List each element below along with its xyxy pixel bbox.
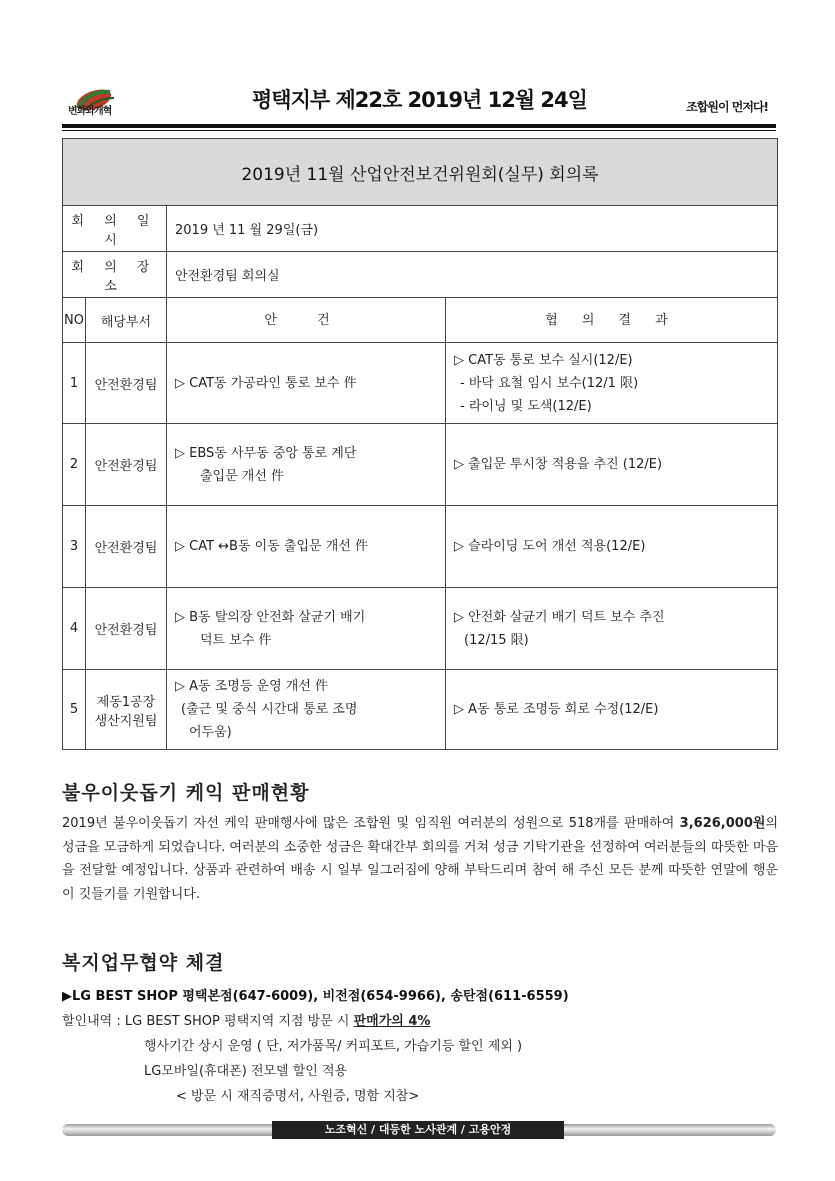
- event-period-line: 행사기간 상시 운영 ( 단, 저가품목/ 커피포트, 가습기등 할인 제외 ): [144, 1039, 523, 1054]
- row-no: 4: [63, 588, 86, 670]
- row-result: [446, 424, 778, 506]
- agenda-line: ▷ A동 조명등 운영 개선 件: [175, 679, 329, 694]
- cake-section-title: 불우이웃돕기 케익 판매현황: [62, 782, 310, 804]
- shop-line: ▶LG BEST SHOP 평택본점(647-6009), 비전점(654-9966), 송탄점(611-6559): [62, 989, 569, 1004]
- row-dept: 안전환경팀: [86, 588, 167, 670]
- visit-requirements-line: < 방문 시 재직증명서, 사원증, 명함 지참>: [176, 1089, 420, 1104]
- result-line: - 바닥 요철 임시 보수(12/1 限): [460, 375, 639, 391]
- agenda-line: ▷ EBS동 사무동 중앙 통로 계단: [175, 445, 357, 461]
- row-no: 2: [63, 424, 86, 506]
- result-line: ▷ 안전화 살균기 배기 덕트 보수 추진: [454, 609, 665, 625]
- header-divider-thin: [62, 130, 776, 131]
- discount-line: [62, 1010, 430, 1029]
- row-agenda: [167, 424, 446, 506]
- cake-text-post: 의 성금을 모금하게 되었습니다. 여러분의 소중한 성금은 확대간부 회의를 거쳐 성금 기탁기관을 선정하여 여러분들의 따뜻한 마음을 전달할 예정입니다. 상품과 관련하여 배송 시 일부 일그러짐에 양해 부탁드리며 참여 해 주신 모든 분께 따뜻한 연말에 행운이 깃들기를 기원합니다.: [62, 816, 778, 902]
- discount-highlight: 판매가의 4%: [353, 1014, 431, 1029]
- cake-text-pre: 2019년 불우이웃돕기 자선 케익 판매행사에 많은 조합원 및 임직원 여러분의 성원으로 518개를 판매하여: [62, 816, 680, 831]
- result-line: ▷ 슬라이딩 도어 개선 적용(12/E): [454, 539, 646, 554]
- row-dept: 안전환경팀: [86, 424, 167, 506]
- column-header-dept: 해당부서: [86, 298, 167, 343]
- row-agenda: [167, 670, 446, 750]
- row-no: 1: [63, 343, 86, 424]
- column-header-agenda: 안 건: [167, 298, 446, 343]
- agenda-line: ▷ CAT ↔B동 이동 출입문 개선 件: [175, 539, 368, 554]
- table-row: [63, 670, 778, 750]
- agenda-line: ▷ CAT동 가공라인 통로 보수 件: [175, 375, 357, 391]
- row-no: 5: [63, 670, 86, 750]
- result-line: ▷ CAT동 통로 보수 실시(12/E): [454, 352, 633, 368]
- newsletter-header: [62, 78, 776, 124]
- cake-amount: 3,626,000원: [679, 816, 766, 831]
- minutes-title: 2019년 11월 산업안전보건위원회(실무) 회의록: [63, 139, 778, 206]
- header-divider: [62, 124, 776, 128]
- row-result: [446, 343, 778, 424]
- discount-prefix: 할인내역 : LG BEST SHOP 평택지역 지점 방문 시: [62, 1014, 354, 1029]
- table-row: [63, 506, 778, 588]
- table-row: [63, 424, 778, 506]
- row-result: [446, 506, 778, 588]
- column-header-result: 협 의 결 과: [446, 298, 778, 343]
- result-line: ▷ 출입문 투시창 적용을 추진 (12/E): [454, 457, 663, 472]
- result-line: - 라이닝 및 도색(12/E): [460, 398, 592, 414]
- column-header-no: NO: [63, 298, 86, 343]
- mobile-discount-line: LG모바일(휴대폰) 전모델 할인 적용: [144, 1064, 348, 1079]
- union-logo: [64, 80, 124, 120]
- agenda-line: ▷ B동 탈의장 안전화 살균기 배기: [175, 609, 366, 625]
- row-no: 3: [63, 506, 86, 588]
- row-agenda: [167, 506, 446, 588]
- footer-slogan: 노조혁신 / 대등한 노사관계 / 고용안정: [272, 1121, 564, 1139]
- row-dept: 안전환경팀: [86, 343, 167, 424]
- row-dept: [86, 670, 167, 750]
- table-row: [63, 588, 778, 670]
- row-result: [446, 588, 778, 670]
- result-line: ▷ A동 통로 조명등 회로 수정(12/E): [454, 702, 659, 717]
- welfare-section-title: 복지업무협약 체결: [62, 952, 225, 974]
- place-label: 회 의 장 소: [63, 252, 167, 298]
- date-value: 2019 년 11 월 29일(금): [167, 206, 778, 252]
- issue-title: 평택지부 제22호 2019년 12월 24일: [252, 88, 587, 112]
- header-slogan: 조합원이 먼저다!: [686, 100, 768, 114]
- date-label: 회 의 일 시: [63, 206, 167, 252]
- place-value: 안전환경팀 회의실: [167, 252, 778, 298]
- dept-line: 생산지원팀: [94, 713, 158, 729]
- minutes-table: [62, 138, 778, 750]
- row-agenda: [167, 343, 446, 424]
- table-row: [63, 343, 778, 424]
- dept-line: 제동1공장: [96, 694, 156, 710]
- agenda-line: (출근 및 중식 시간대 통로 조명: [181, 702, 358, 717]
- row-result: [446, 670, 778, 750]
- agenda-line: 어두움): [189, 725, 232, 740]
- logo-text: 변화와개혁: [68, 106, 112, 117]
- result-line: (12/15 限): [464, 632, 529, 648]
- row-dept: 안전환경팀: [86, 506, 167, 588]
- agenda-line: 덕트 보수 件: [200, 632, 272, 648]
- agenda-line: 출입문 개선 件: [200, 468, 285, 484]
- cake-paragraph: [62, 812, 778, 906]
- row-agenda: [167, 588, 446, 670]
